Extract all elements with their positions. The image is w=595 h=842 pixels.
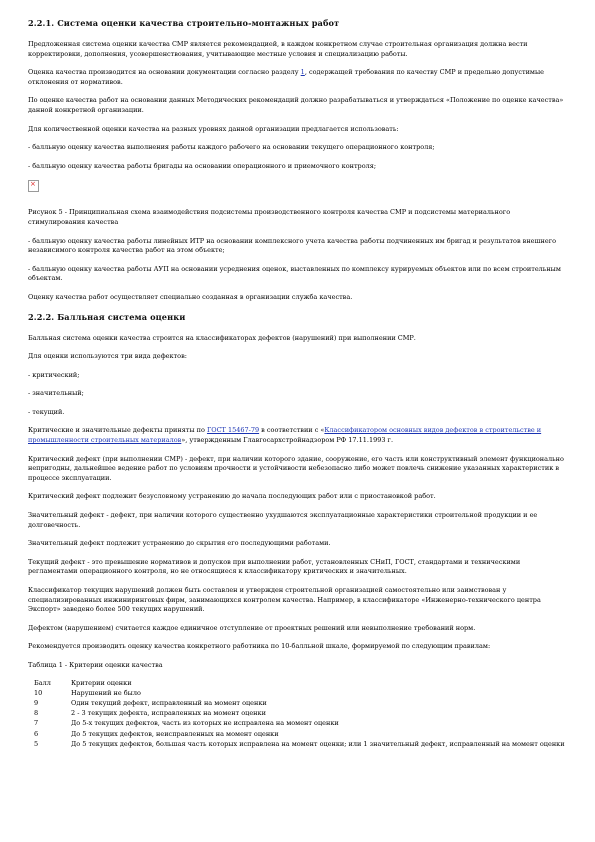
criteria-cell: Нарушений не было [71, 688, 141, 697]
table-row [28, 730, 565, 740]
table-row [28, 709, 565, 719]
broken-image-icon [28, 180, 39, 192]
paragraph: По оценке качества работ на основании данных Методических рекомендаций должно разрабатываться и утверждаться «Положение по оценке качества» данной конкретной организации. [28, 96, 564, 114]
list-item: - критический; [28, 370, 80, 379]
paragraph: Оценку качества работ осуществляет специально созданная в организации служба качества. [28, 292, 353, 301]
section-1-link[interactable]: 1 [300, 68, 305, 77]
figure-caption: Рисунок 5 - Принципиальная схема взаимодействия подсистемы производственного контроля качества СМР и подсистемы материального стимулирования качества [28, 208, 511, 226]
text-run: Критические и значительные дефекты приняты по [28, 426, 207, 435]
section-heading-point-system: 2.2.2. Балльная система оценки [28, 311, 186, 322]
list-item: - значительный; [28, 389, 84, 398]
criteria-table [28, 679, 565, 750]
score-cell: 8 [34, 709, 39, 718]
text-run: Оценка качества производится на основании документации согласно разделу [28, 68, 301, 77]
table-row [28, 689, 565, 699]
paragraph: Критический дефект (при выполнении СМР) - дефект, при наличии которого здание, сооружение, его часть или конструктивный элемент функционально непригодны, дальнейшее ведение работ по условиям прочности и устойчивости небезопасно либо может повлечь снижение указанных характеристик в процессе эксплуатации. [28, 454, 564, 482]
list-item: - балльную оценку качества работы линейных ИТР на основании комплексного учета качества работы подчиненных им бригад и результатов внешнего независимого контроля качества работ на этом объекте; [28, 236, 557, 255]
score-cell: 7 [34, 719, 39, 728]
paragraph: Для количественной оценки качества на разных уровнях данной организации предлагается использовать: [28, 124, 399, 133]
criteria-cell: Один текущий дефект, исправленный на момент оценки [71, 698, 267, 707]
paragraph: Текущий дефект - это превышение нормативов и допусков при выполнении работ, установленных СНиП, ГОСТ, стандартами и техническими регламентами операционного контроля, но не относящиеся к классификатору критических и значительных. [28, 557, 521, 576]
paragraph: Классификатор текущих нарушений должен быть составлен и утвержден строительной организацией самостоятельно или заимствован у специализированных инжиниринговых фирм, занимающихся контролем качества. Например, в классификаторе «Инженерно-технического центра Экспорт» заведено более 500 текущих нарушений. [28, 586, 541, 614]
criteria-cell: До 5 текущих дефектов, неисправленных на момент оценки [71, 729, 279, 738]
section-heading-quality-system: 2.2.1. Система оценки качества строительно-монтажных работ [28, 18, 340, 28]
paragraph: Балльная система оценки качества строится на классификаторах дефектов (нарушений) при выполнении СМР. [28, 333, 416, 342]
criteria-cell: До 5 текущих дефектов, большая часть которых исправлена на момент оценки; или 1 значительный дефект, исправленный на момент оценки [71, 739, 565, 748]
paragraph: Предложенная система оценки качества СМР является рекомендацией, в каждом конкретном случае строительная организация должна вести корректировки, дополнения, усовершенствования, учитывающие местные условия и специализацию работы. [28, 40, 528, 58]
list-item: - балльную оценку качества работы АУП на основании усреднения оценок, выставленных по комплексу курируемых объектов или по всем строительным объектам. [28, 264, 561, 283]
score-cell: 5 [34, 739, 39, 748]
score-cell: 9 [34, 698, 39, 707]
broken-image-x: × [30, 180, 36, 189]
table-header-score: Балл [34, 678, 51, 687]
paragraph: Критический дефект подлежит безусловному устранению до начала последующих работ или с приостановкой работ. [28, 492, 436, 501]
paragraph: Для оценки используются три вида дефектов: [28, 352, 187, 361]
table-header-criteria: Критерии оценки [71, 678, 132, 687]
text-run: , содержащей требования по качеству СМР и предельно допустимые отклонения от нормативов. [28, 68, 544, 86]
text-run: в соответствии с « [259, 426, 325, 435]
table-row [28, 740, 565, 750]
paragraph: Рекомендуется производить оценку качества конкретного работника по 10-балльной шкале, формируемой по следующим правилам: [28, 642, 491, 651]
table-row [28, 699, 565, 709]
table-row [28, 719, 565, 729]
criteria-cell: 2 - 3 текущих дефекта, исправленных на момент оценки [71, 709, 266, 718]
list-item: - балльную оценку качества выполнения работы каждого рабочего на основании текущего операционного контроля; [28, 143, 435, 152]
list-item: - текущий. [28, 407, 65, 416]
classifier-link[interactable]: Классификатором основных видов дефектов в строительстве и промышленности строительных материалов [28, 426, 542, 445]
paragraph: Значительный дефект подлежит устранению до скрытия его последующими работами. [28, 539, 331, 548]
paragraph: Значительный дефект - дефект, при наличии которого существенно ухудшаются эксплуатационные характеристики строительной продукции и ее долговечность. [28, 511, 538, 529]
score-cell: 10 [34, 688, 43, 697]
text-run: », утвержденным Главгосархстройнадзором РФ 17.11.1993 г. [181, 436, 394, 445]
list-item: - балльную оценку качества работы бригады на основании операционного и приемочного контроля; [28, 161, 377, 170]
paragraph [28, 426, 568, 445]
table-caption: Таблица 1 - Критерии оценки качества [28, 660, 163, 669]
document-page [28, 18, 568, 750]
paragraph [28, 68, 568, 87]
table-header-row [28, 679, 565, 689]
criteria-cell: До 5-х текущих дефектов, часть из которых не исправлена на момент оценки [71, 719, 339, 728]
score-cell: 6 [34, 729, 39, 738]
paragraph: Дефектом (нарушением) считается каждое единичное отступление от проектных решений или невыполнение требований норм. [28, 623, 476, 632]
gost-link[interactable]: ГОСТ 15467-79 [206, 426, 260, 435]
